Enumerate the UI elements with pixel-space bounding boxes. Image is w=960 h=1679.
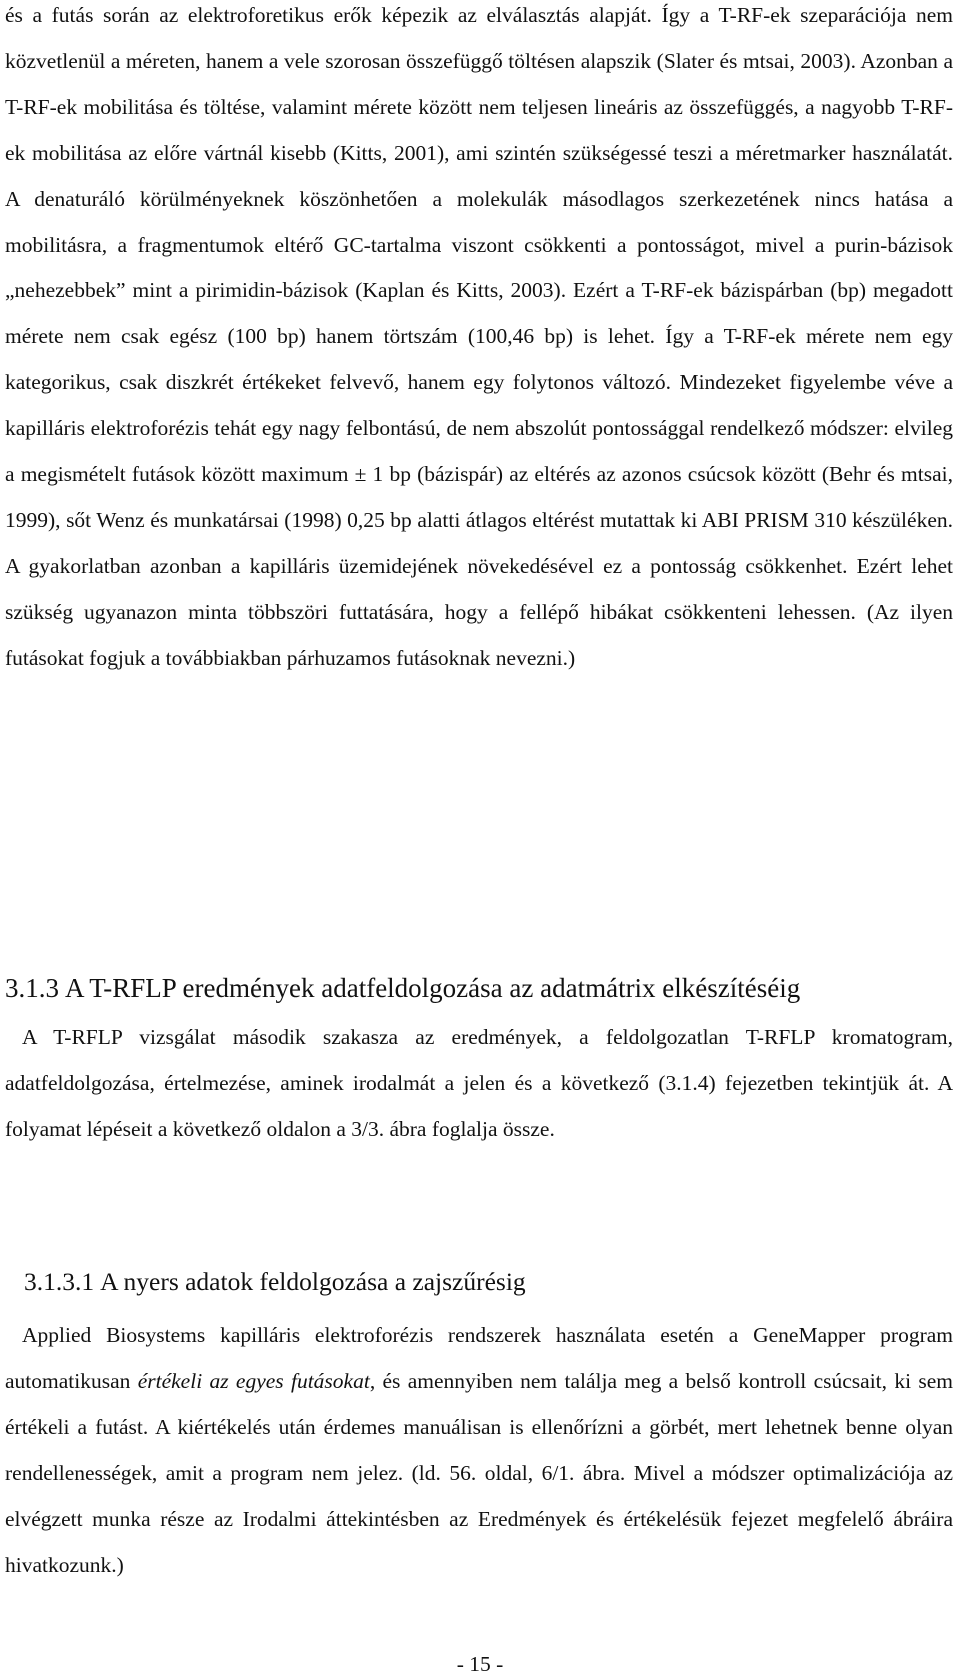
section-number: 3.1.3: [5, 973, 59, 1003]
section-title: A T-RFLP eredmények adatfeldolgozása az adatmátrix elkészítéséig: [65, 973, 801, 1003]
text-run: Applied Biosystems kapilláris elektroforézis rendszerek használata esetén a GeneMapper program automatikusan: [5, 1323, 953, 1393]
section-heading-3-1-3: [5, 968, 800, 1008]
subsection-number: 3.1.3.1: [24, 1267, 95, 1296]
subsection-title: A nyers adatok feldolgozása a zajszűrésig: [100, 1267, 526, 1296]
subsection-heading-3-1-3-1: [24, 1263, 526, 1301]
body-paragraph-trflp-intro: A T-RFLP vizsgálat második szakasza az eredmények, a feldolgozatlan T-RFLP kromatogram, adatfeldolgozása, értelmezése, aminek irodalmát a jelen és a következő (3.1.4) fejezetben tekintjük át. A folyamat lépéseit a következő oldalon a 3/3. ábra foglalja össze.: [5, 1025, 953, 1141]
text-run: , és amennyiben nem találja meg a belső kontroll csúcsait, ki sem értékeli a futást. A kiértékelés után érdemes manuálisan is ellenőrízni a görbét, mert lehetnek benne olyan rendellenességek, amit a program nem jelez. (ld. 56. oldal, 6/1. ábra. Mivel a módszer optimalizációja az elvégzett munka része az Irodalmi áttekintésben az Eredmények és értékelésük fejezet megfelelő ábráira hivatkozunk.): [5, 1368, 954, 1577]
page-number: - 15 -: [456, 1652, 504, 1676]
body-paragraph-genemapper: [5, 1313, 953, 1588]
body-paragraph-continuation: és a futás során az elektroforetikus erők képezik az elválasztás alapját. Így a T-RF-ek szeparációja nem közvetlenül a méreten, hanem a vele szorosan összefüggő töltésen alapszik (Slater és mtsai, 2003). Azonban a T-RF-ek mobilitása és töltése, valamint mérete között nem teljesen lineáris az összefüggés, a nagyobb T-RF-ek mobilitása az előre vártnál kisebb (Kitts, 2001), ami szintén szükségessé teszi a méretmarker használatát. A denaturáló körülményeknek köszönhetően a molekulák másodlagos szerkezetének nincs hatása a mobilitásra, a fragmentumok eltérő GC-tartalma viszont csökkenti a pontosságot, mivel a purin-bázisok „nehezebbek” mint a pirimidin-bázisok (Kaplan és Kitts, 2003). Ezért a T-RF-ek bázispárban (bp) megadott mérete nem csak egész (100 bp) hanem törtszám (100,46 bp) is lehet. Így a T-RF-ek mérete nem egy kategorikus, csak diszkrét értékeket felvevő, hanem egy folytonos változó. Mindezeket figyelembe véve a kapilláris elektroforézis tehát egy nagy felbontású, de nem abszolút pontossággal rendelkező módszer: elvileg a megismételt futások között maximum ± 1 bp (bázispár) az eltérés az azonos csúcsok között (Behr és mtsai, 1999), sőt Wenz és munkatársai (1998) 0,25 bp alatti átlagos eltérést mutattak ki ABI PRISM 310 készüléken. A gyakorlatban azonban a kapilláris üzemidejének növekedésével ez a pontosság csökkenhet. Ezért lehet szükség ugyanazon minta többszöri futtatására, hogy a fellépő hibákat csökkenteni lehessen. (Az ilyen futásokat fogjuk a továbbiakban párhuzamos futásoknak nevezni.): [5, 3, 953, 670]
italic-emphasis: értékeli az egyes futásokat: [137, 1368, 370, 1393]
